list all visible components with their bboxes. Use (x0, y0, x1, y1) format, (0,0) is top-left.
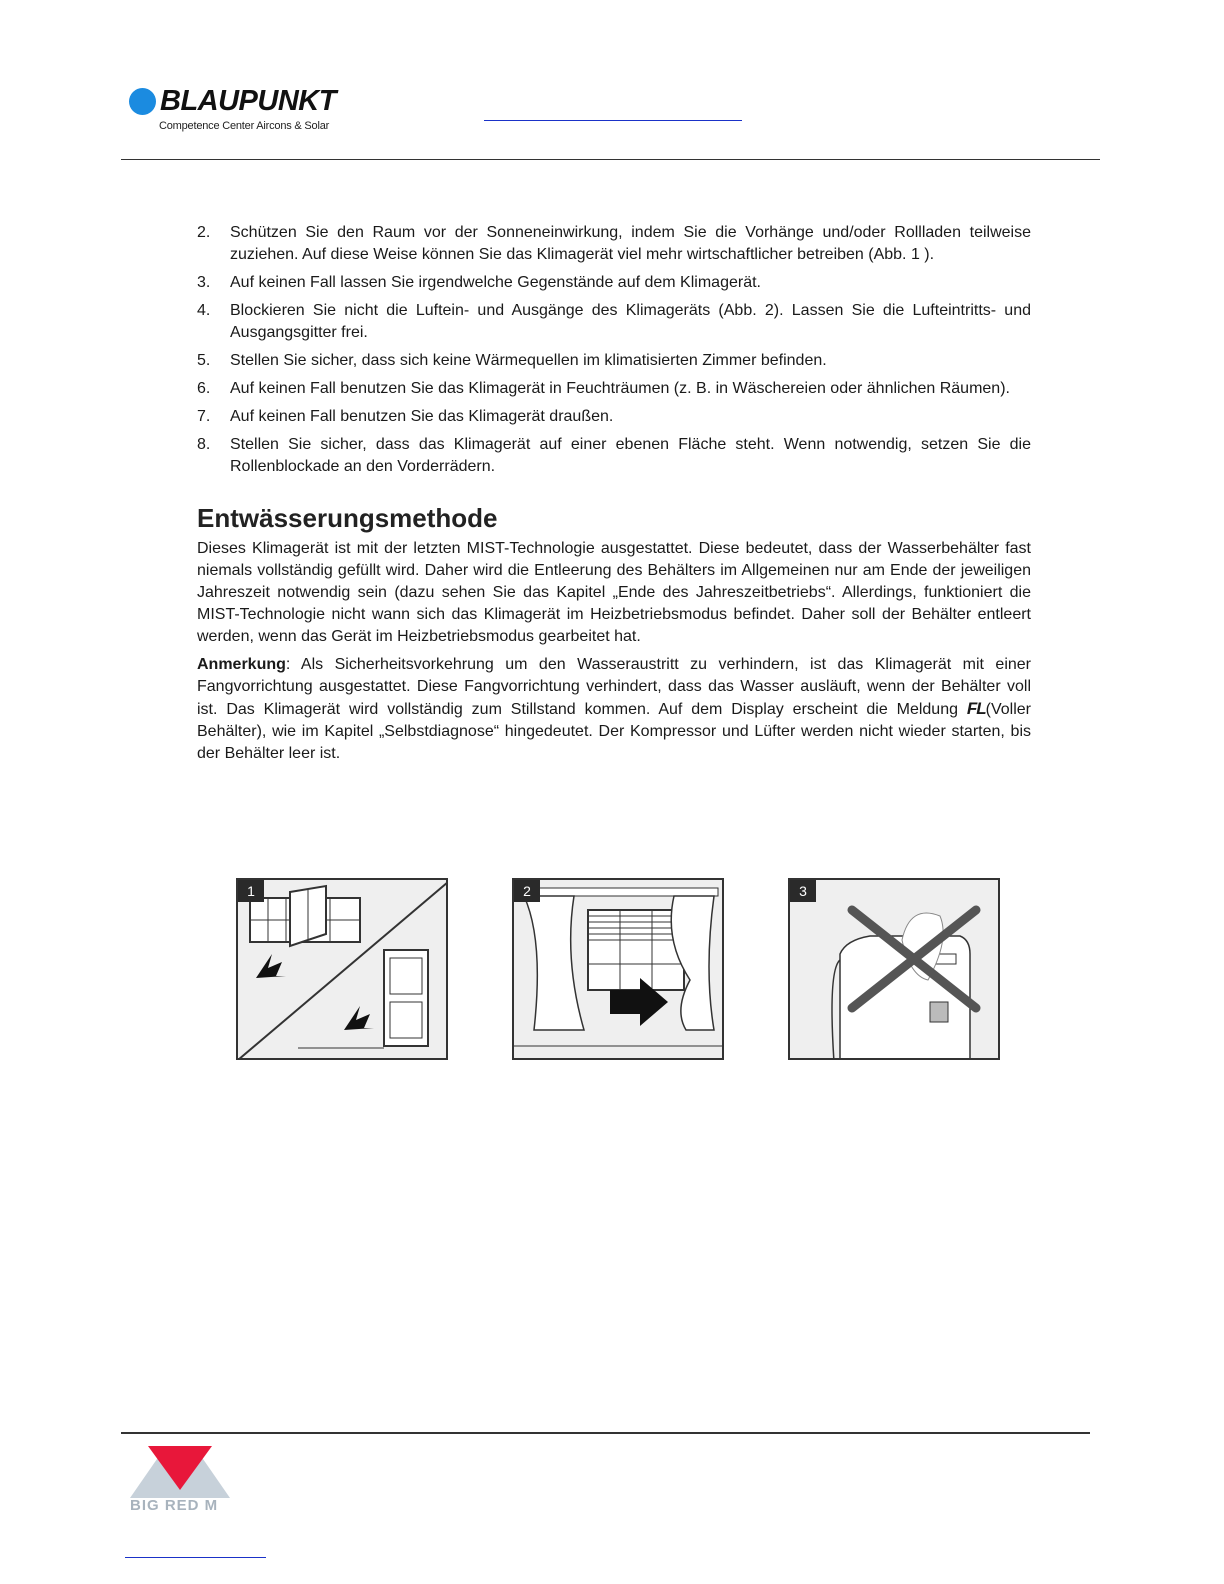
list-item: 6. Auf keinen Fall benutzen Sie das Klimagerät in Feuchträumen (z. B. in Wäschereien oder ähnlichen Räumen). (197, 380, 1010, 397)
figure-3 (788, 878, 1000, 1060)
footer-logo-text: BIG RED M (130, 1497, 219, 1514)
note-label: Anmerkung (197, 656, 286, 673)
display-code: FL (966, 699, 986, 718)
brand-subtitle: Competence Center Aircons & Solar (159, 120, 330, 132)
header-divider (121, 159, 1100, 160)
figure-1-illustration (238, 880, 448, 1060)
footer-link-underline[interactable] (125, 1557, 266, 1558)
figure-number: 1 (238, 880, 264, 902)
figure-number: 3 (790, 880, 816, 902)
list-item: 4. Blockieren Sie nicht die Luftein- und Ausgänge des Klimageräts (Abb. 2). Lassen Sie die Lufteintritts- und Ausgangsgitter frei. (197, 302, 1031, 341)
brand-logo-text: BLAUPUNKT (160, 85, 336, 117)
section-paragraph: Dieses Klimagerät ist mit der letzten MIST-Technologie ausgestattet. Diese bedeutet, dass der Wasserbehälter fast niemals vollständig gefüllt wird. Daher wird die Entleerung des Behälters im Allgemeinen nur am Ende der jeweiligen Jahreszeit notwendig sein (dazu sehen Sie das Kapitel „Ende des Jahreszeitbetriebs“. Allerdings, funktioniert die MIST-Technologie nicht wann sich das Klimagerät im Heizbetriebsmodus befindet. Daher soll der Behälter entleert werden, wenn das Gerät im Heizbetriebsmodus gearbeitet hat. (197, 540, 1031, 645)
instruction-list (197, 222, 1031, 478)
figure-3-illustration (790, 880, 1000, 1060)
list-item: 3. Auf keinen Fall lassen Sie irgendwelche Gegenstände auf dem Klimagerät. (197, 274, 761, 291)
header-link-underline[interactable] (484, 120, 742, 121)
section-heading: Entwässerungsmethode (197, 503, 498, 533)
list-item: 8. Stellen Sie sicher, dass das Klimagerät auf einer ebenen Fläche steht. Wenn notwendig, setzen Sie die Rollenblockade an den Vorderrädern. (197, 436, 1031, 475)
list-item: 5. Stellen Sie sicher, dass sich keine Wärmequellen im klimatisierten Zimmer befinden. (197, 352, 827, 369)
figure-2 (512, 878, 724, 1060)
big-red-m-logo-icon (130, 1444, 230, 1500)
footer-divider (121, 1432, 1090, 1434)
list-item: 7. Auf keinen Fall benutzen Sie das Klimagerät draußen. (197, 408, 614, 425)
document-body (197, 222, 1031, 771)
brand-logo-dot (129, 88, 156, 115)
figure-1 (236, 878, 448, 1060)
note-paragraph: Anmerkung: Als Sicherheitsvorkehrung um den Wasseraustritt zu verhindern, ist das Klimagerät mit einer Fangvorrichtung ausgestattet. Diese Fangvorrichtung verhindert, dass das Wasser ausläuft, wenn der Behälter voll ist. Das Klimagerät wird vollständig zum Stillstand kommen. Auf dem Display erscheint die Meldung FL(Voller Behälter), wie im Kapitel „Selbstdiagnose“ hingedeutet. Der Kompressor und Lüfter werden nicht wieder starten, bis der Behälter leer ist. (197, 656, 1031, 762)
figure-number: 2 (514, 880, 540, 902)
list-item: 2. Schützen Sie den Raum vor der Sonneneinwirkung, indem Sie die Vorhänge und/oder Rollladen teilweise zuziehen. Auf diese Weise können Sie das Klimagerät viel mehr wirtschaftlicher betreiben (Abb. 1 ). (197, 224, 1031, 263)
figure-2-illustration (514, 880, 724, 1060)
